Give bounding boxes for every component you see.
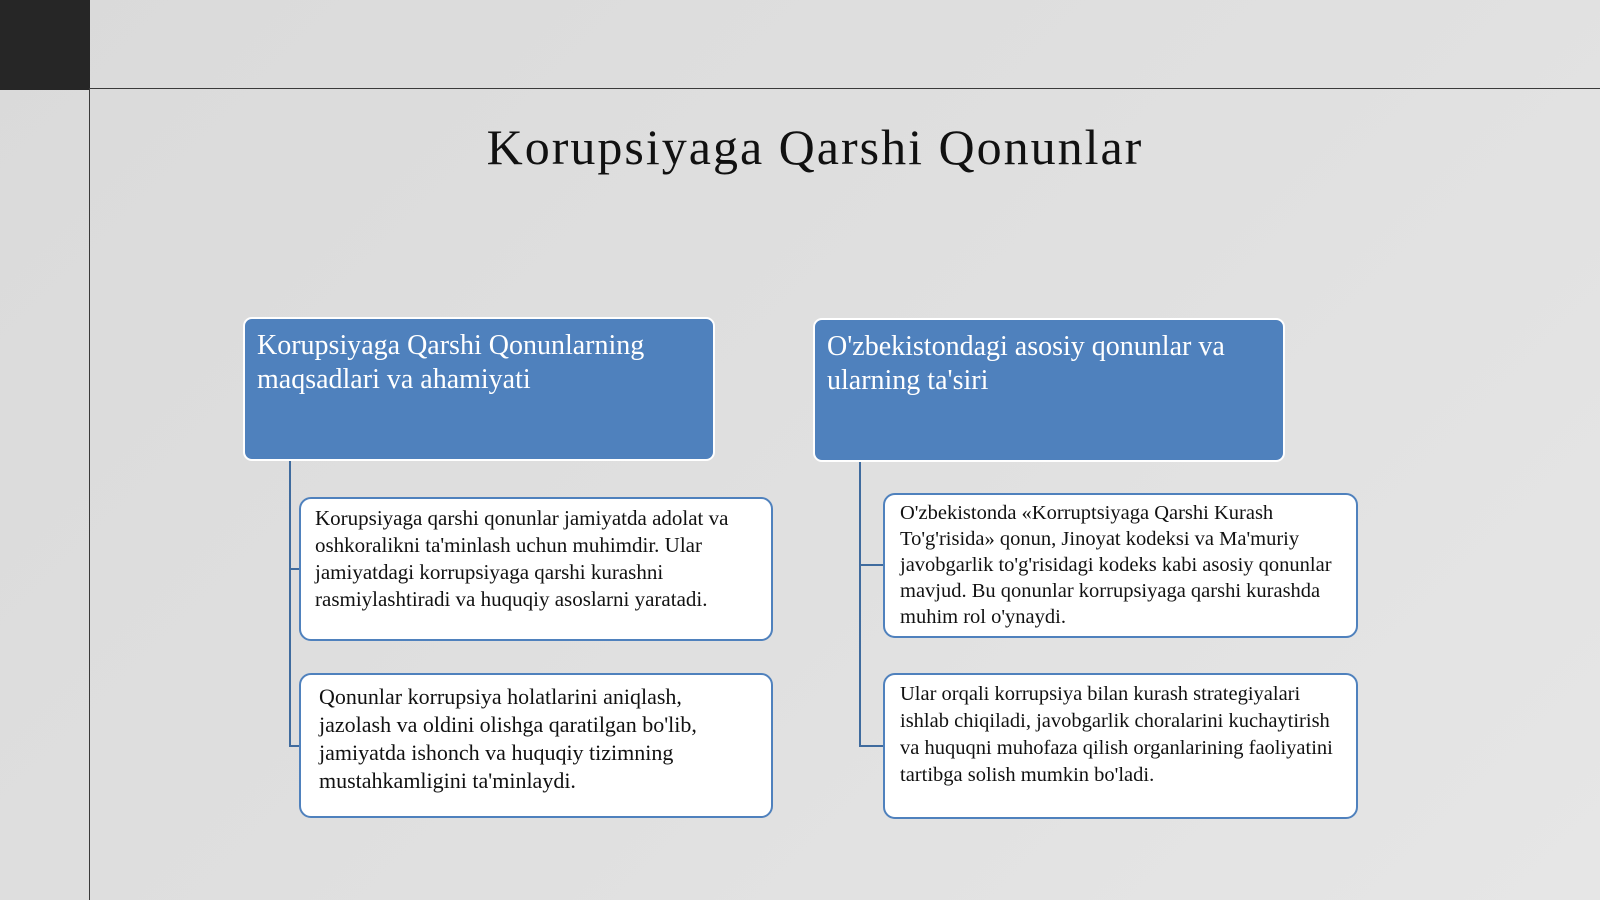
branch-laws-child-2 [883,673,1358,819]
branch-header-laws-text: O'zbekistondagi asosiy qonunlar va ularning ta'siri [827,331,1225,396]
top-divider-line [90,88,1600,89]
branch-goals-child-1 [299,497,773,641]
branch-laws-child-1 [883,493,1358,638]
branch-goals-child-2-text: Qonunlar korrupsiya holatlarini aniqlash, jazolash va oldini olishga qaratilgan bo'lib, jamiyatda ishonch va huquqiy tizimning mustahkamligini ta'minlaydi. [319,684,697,793]
connector-laws-child-2 [859,745,884,747]
connector-goals-trunk [289,461,291,747]
slide-title: Korupsiyaga Qarshi Qonunlar [486,119,1144,175]
branch-goals-child-1-text: Korupsiyaga qarshi qonunlar jamiyatda adolat va oshkoralikni ta'minlash uchun muhimdir. Ular jamiyatdagi korrupsiyaga qarshi kurashni rasmiylashtiradi va huquqiy asoslarni yaratadi. [315,506,729,611]
branch-laws-child-1-text: O'zbekistonda «Korruptsiyaga Qarshi Kurash To'g'risida» qonun, Jinoyat kodeksi va Ma'muriy javobgarlik to'g'risidagi kodeks kabi asosiy qonunlar mavjud. Bu qonunlar korrupsiyaga qarshi kurashda muhim rol o'ynaydi. [900,502,1332,628]
connector-laws-trunk [859,462,861,747]
branch-header-laws [813,318,1285,462]
branch-goals-child-2 [299,673,773,818]
corner-accent-block [0,0,90,90]
left-divider-line [89,88,90,900]
branch-laws-child-2-text: Ular orqali korrupsiya bilan kurash strategiyalari ishlab chiqiladi, javobgarlik choralarini kuchaytirish va huquqni muhofaza qilish organlarining faoliyatini tartibga solish mumkin bo'ladi. [900,683,1333,786]
branch-header-goals [243,317,715,461]
connector-laws-child-1 [859,564,884,566]
branch-header-goals-text: Korupsiyaga Qarshi Qonunlarning maqsadlari va ahamiyati [257,330,645,395]
